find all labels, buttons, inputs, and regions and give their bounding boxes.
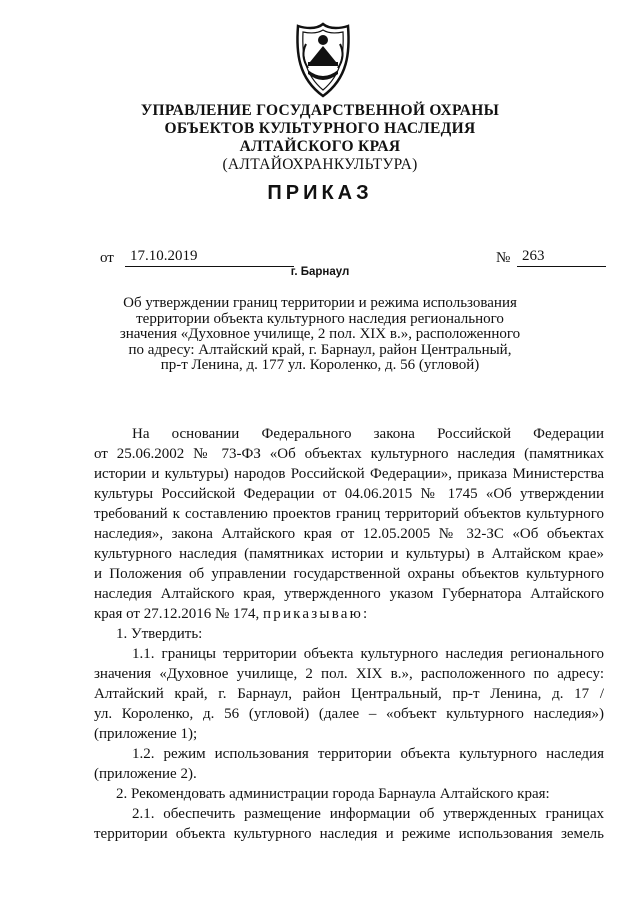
body-line: значения «Духовное училище, 2 пол. XIX в.», расположенного по адресу:: [94, 666, 604, 682]
body-line: (приложение 2).: [94, 766, 197, 782]
coat-of-arms-emblem: [290, 22, 356, 98]
body-line: истории и культуры) народов Российской Федерации», приказа Министерства: [94, 466, 604, 482]
body-line: культуры Российской Федерации от 04.06.2015 № 1745 «Об утверждении: [94, 486, 604, 502]
agency-abbreviation: (АЛТАЙОХРАНКУЛЬТУРА): [222, 156, 418, 173]
subject-line: Об утверждении границ территории и режима использования: [123, 295, 517, 311]
document-title: ПРИКАЗ: [267, 182, 373, 204]
subject-line: территории объекта культурного наследия регионального: [136, 310, 504, 327]
item-2: 2. Рекомендовать администрации города Барнаула Алтайского края:: [116, 786, 550, 802]
subject-line: пр-т Ленина, д. 177 ул. Короленко, д. 56 (угловой): [160, 357, 480, 373]
date-label: от: [100, 250, 114, 266]
city-name: г. Барнаул: [290, 266, 350, 278]
body-line: [94, 604, 604, 624]
item-1: 1. Утвердить:: [116, 626, 203, 642]
agency-name-line3: АЛТАЙСКОГО КРАЯ: [239, 138, 401, 155]
body-line: от 25.06.2002 № 73-ФЗ «Об объектах культурного наследия (памятниках: [94, 446, 604, 462]
body-line: требований к составлению проектов границ территорий объектов культурного: [94, 506, 604, 522]
item-1-2: 1.2. режим использования территории объекта культурного наследия: [132, 746, 604, 762]
body-line: культурного наследия (памятниках истории и культуры) в Алтайском крае»: [94, 546, 604, 562]
order-subject: [110, 296, 530, 374]
body-line: территории объекта культурного наследия и режиме использования земель: [94, 826, 604, 842]
subject-line: по адресу: Алтайский край, г. Барнаул, район Центральный,: [128, 341, 512, 358]
body-line: Алтайский край, г. Барнаул, район Центральный, пр-т Ленина, д. 17 /: [94, 686, 604, 702]
order-date: 17.10.2019: [125, 248, 294, 267]
body-line: наследия», закона Алтайского края от 12.05.2005 № 32-ЗС «Об объектах: [94, 526, 604, 542]
body-line: ул. Короленко, д. 56 (угловой) (далее – «объект культурного наследия»): [94, 706, 604, 722]
body-line: наследия Алтайского края, утвержденного указом Губернатора Алтайского: [94, 586, 604, 602]
subject-line: значения «Духовное училище, 2 пол. XIX в.», расположенного: [119, 326, 521, 342]
agency-name-line1: УПРАВЛЕНИЕ ГОСУДАРСТВЕННОЙ ОХРАНЫ: [140, 102, 500, 119]
body-text: края от 27.12.2016 № 174,: [94, 606, 260, 622]
body-line: (приложение 1);: [94, 726, 198, 742]
item-2-1: 2.1. обеспечить размещение информации об утвержденных границах: [132, 806, 604, 822]
agency-name-line2: ОБЪЕКТОВ КУЛЬТУРНОГО НАСЛЕДИЯ: [164, 120, 476, 137]
order-body: [94, 424, 604, 844]
order-number: 263: [517, 248, 606, 267]
order-verb: приказываю:: [263, 606, 370, 622]
item-1-1: 1.1. границы территории объекта культурного наследия регионального: [132, 646, 604, 662]
body-line: На основании Федерального закона Российской Федерации: [132, 426, 604, 442]
number-label: №: [496, 250, 511, 266]
body-line: и Положения об управлении государственной охраны объектов культурного: [94, 566, 604, 582]
